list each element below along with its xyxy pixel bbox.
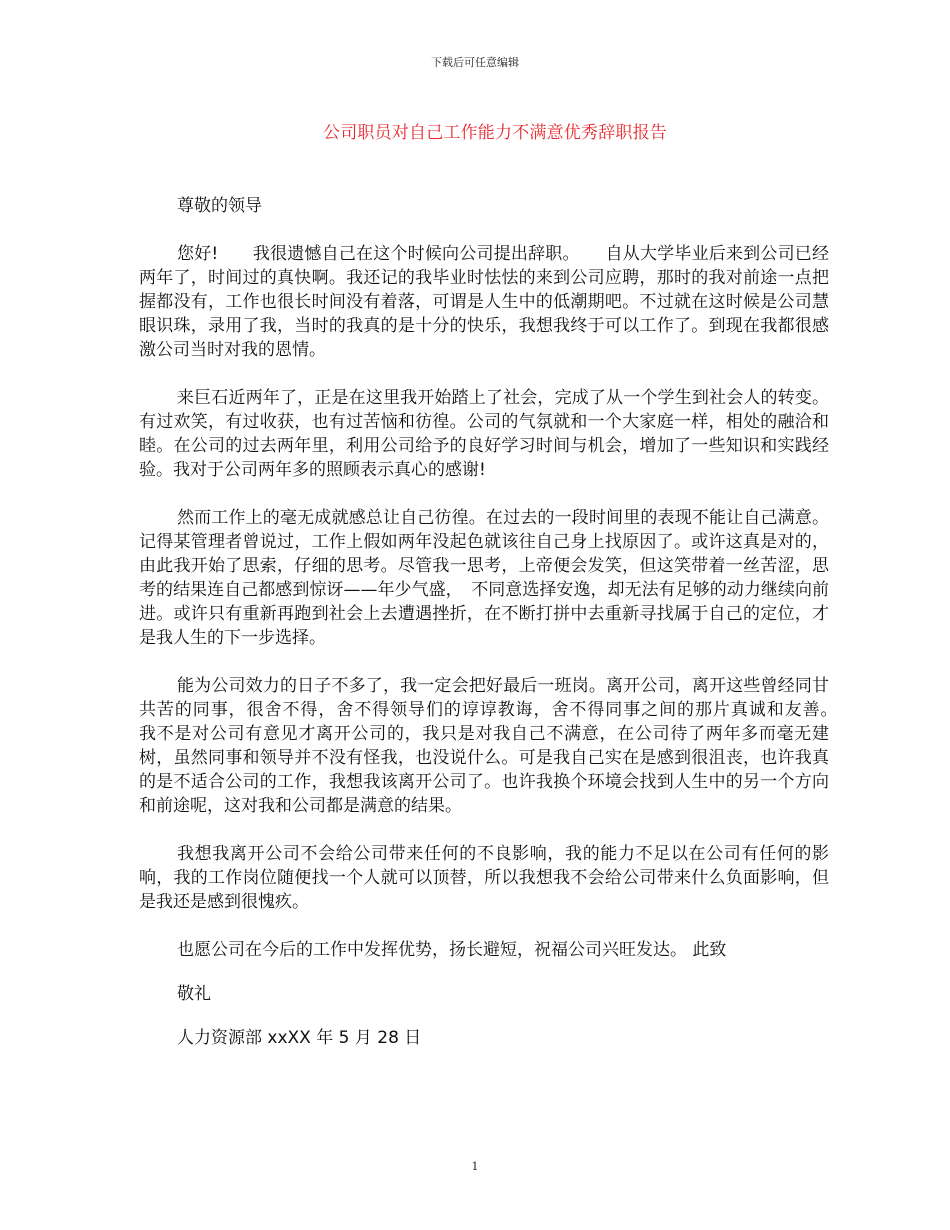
paragraph-5: 我想我离开公司不会给公司带来任何的不良影响，我的能力不足以在公司有任何的影响，我的工作岗位随便找一个人就可以顶替，所以我想我不会给公司带来什么负面影响，但是我还是感到很愧疚。 xyxy=(139,844,829,912)
paragraph-4: 能为公司效力的日子不多了，我一定会把好最后一班岗。离开公司，离开这些曾经同甘共苦的同事，很舍不得，舍不得领导们的谆谆教诲，舍不得同事之间的那片真诚和友善。 我不是对公司有意见才离开公司的，我只是对我自己不满意，在公司待了两年多而毫无建树，虽然同事和领导并不没有怪我，也没说什么。可是我自己实在是感到很沮丧，也许我真的是不适合公司的工作，我想我该离开公司了。也许我换个环境会找到人生中的另一个方向和前途呢，这对我和公司都是满意的结果。 xyxy=(139,676,863,816)
paragraph-1: 您好! 我很遗憾自己在这个时候向公司提出辞职。 自从大学毕业后来到公司已经两年了，时间过的真快啊。我还记的我毕业时怯怯的来到公司应聘，那时的我对前途一点把握都没有，工作也很长时间没有着落，可谓是人生中的低潮期吧。不过就在这时候是公司慧眼识珠，录用了我，当时的我真的是十分的快乐，我想我终于可以工作了。到现在我都很感激公司当时对我的恩情。 xyxy=(139,244,829,360)
page-number: 1 xyxy=(471,1160,479,1173)
paragraph-3: 然而工作上的毫无成就感总让自己彷徨。在过去的一段时间里的表现不能让自己满意。记得某管理者曾说过，工作上假如两年没起色就该往自己身上找原因了。或许这真是对的，由此我开始了思索，仔细的思考。尽管我一思考，上帝便会发笑，但这笑带着一丝苦涩，思考的结果连自己都感到惊讶——年少气盛， 不同意选择安逸，却无法有足够的动力继续向前进。或许只有重新再跑到社会上去遭遇挫折，在不断打拼中去重新寻找属于自己的定位，才是我人生的下一步选择。 xyxy=(139,508,829,648)
document-body xyxy=(139,194,863,1050)
signature-line: 人力资源部 xxXX 年 5 月 28 日 xyxy=(177,1028,422,1048)
regards-line: 敬礼 xyxy=(177,984,211,1004)
paragraph-2: 来巨石近两年了，正是在这里我开始踏上了社会，完成了从一个学生到社会人的转变。有过欢笑，有过收获，也有过苦恼和彷徨。公司的气氛就和一个大家庭一样，相处的融洽和睦。在公司的过去两年里，利用公司给予的良好学习时间与机会，增加了一些知识和实践经验。我对于公司两年多的照顾表示真心的感谢! xyxy=(139,388,829,480)
document-title: 公司职员对自己工作能力不满意优秀辞职报告 xyxy=(323,123,667,143)
salutation: 尊敬的领导 xyxy=(177,196,262,216)
header-note: 下载后可任意编辑 xyxy=(431,56,519,69)
closing-line: 也愿公司在今后的工作中发挥优势，扬长避短，祝福公司兴旺发达。 此致 xyxy=(177,940,727,960)
